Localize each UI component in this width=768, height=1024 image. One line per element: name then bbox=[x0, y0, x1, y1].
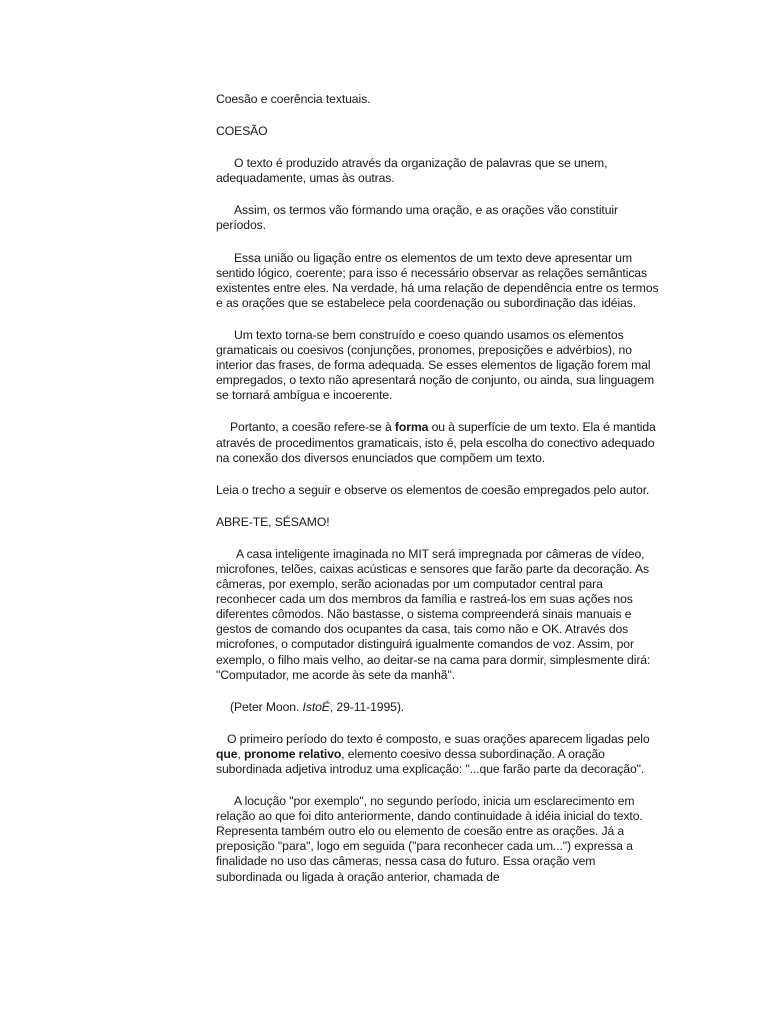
analysis-1-bold-pronome: pronome relativo bbox=[243, 746, 342, 761]
excerpt-reference bbox=[216, 700, 662, 715]
reference-publication: IstoÉ bbox=[302, 699, 330, 714]
paragraph-5-end: ou à superfície de um texto. Ela é mantida através de procedimentos gramaticais, isto é, pela escolha do conectivo adequado na conexão dos diversos enunciados que compõem um texto. bbox=[216, 420, 656, 465]
excerpt-text: A casa inteligente imaginada no MIT será impregnada por câmeras de vídeo, microfones, telões, caixas acústicas e sensores que farão parte da decoração. As câmeras, por exemplo, serão acionadas por um computador central para reconhecer cada um dos membros da família e rastreá-los em suas ações nos diferentes cômodos. Não bastasse, o sistema compreenderá sinais manuais e gestos de comando dos ocupantes da casa, tais como não e OK. Através dos microfones, o computador distinguirá igualmente comandos de voz. Assim, por exemplo, o filho mais velho, ao deitar-se na cama para dormir, simplesmente dirá: "Computador, me acorde às sete da manhã". bbox=[216, 546, 651, 682]
document-title: Coesão e coerência textuais. bbox=[216, 92, 371, 106]
paragraph-1: O texto é produzido através da organização de palavras que se unem, adequadamente, umas às outras. bbox=[216, 156, 608, 186]
analysis-paragraph-1 bbox=[216, 732, 662, 777]
paragraph-2: Assim, os termos vão formando uma oração, e as orações vão constituir períodos. bbox=[216, 203, 618, 233]
analysis-paragraph-2: A locução "por exemplo", no segundo período, inicia um esclarecimento em relação ao que foi dito anteriormente, dando continuidade à idéia inicial do texto. Representa também outro elo ou elemento de coesão entre as orações. Já a preposição "para", logo em seguida ("para reconhecer cada um...") expressa a finalidade no uso das câmeras, nessa casa do futuro. Essa oração vem subordinada ou ligada à oração anterior, chamada de bbox=[216, 794, 643, 884]
paragraph-5-bold: forma bbox=[394, 420, 429, 435]
analysis-1-comma: , bbox=[237, 746, 244, 761]
paragraph-4: Um texto torna-se bem construído e coeso quando usamos os elementos gramaticais ou coesivos (conjunções, pronomes, preposições e advérbios), no interior das frases, de forma adequada. Se esses elementos de ligação forem mal empregados, o texto não apresentará noção de conjunto, ou ainda, sua linguagem se tornará ambígua e incoerente. bbox=[216, 327, 655, 403]
paragraph-6: Leia o trecho a seguir e observe os elementos de coesão empregados pelo autor. bbox=[216, 482, 650, 497]
paragraph-3: Essa união ou ligação entre os elementos de um texto deve apresentar um sentido lógico, coerente; para isso é necessário observar as relações semânticas existentes entre eles. Na verdade, há uma relação de dependência entre os termos e as orações que se estabelece pela coordenação ou subordinação das idéias. bbox=[216, 250, 659, 310]
reference-date: , 29-11-1995). bbox=[329, 699, 405, 714]
analysis-1-start: O primeiro período do texto é composto, e suas orações aparecem ligadas pelo bbox=[227, 731, 650, 746]
section-heading: COESÃO bbox=[216, 124, 268, 139]
reference-author: (Peter Moon. bbox=[230, 699, 303, 714]
excerpt-heading: ABRE-TE, SÉSAMO! bbox=[216, 514, 330, 529]
analysis-1-end: , elemento coesivo dessa subordinação. A oração subordinada adjetiva introduz uma explicação: "...que farão parte da decoração". bbox=[216, 746, 645, 776]
paragraph-5 bbox=[216, 420, 662, 465]
analysis-1-bold-que: que bbox=[216, 746, 238, 761]
document-page bbox=[216, 92, 662, 902]
paragraph-5-start: Portanto, a coesão refere-se à bbox=[230, 420, 395, 435]
